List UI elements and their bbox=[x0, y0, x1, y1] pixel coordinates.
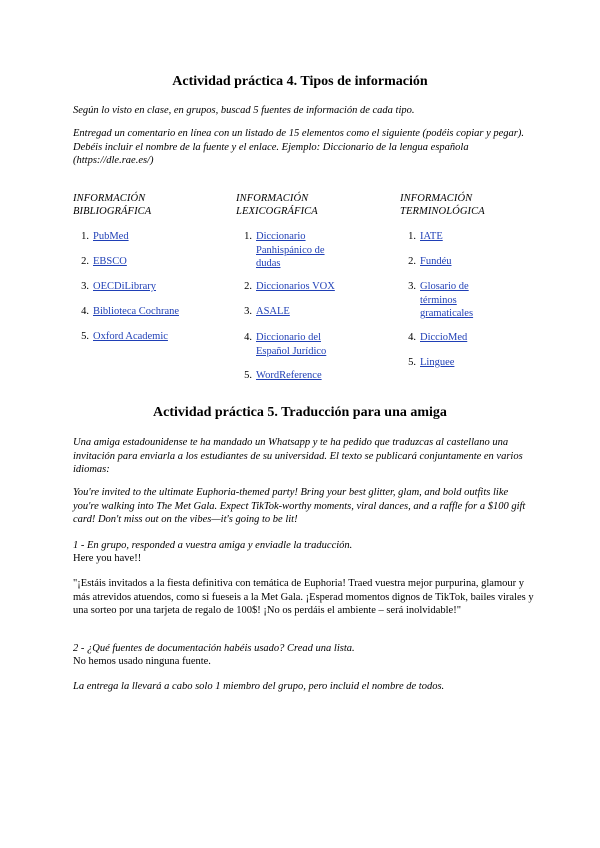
activity4-intro: Según lo visto en clase, en grupos, buscad 5 fuentes de información de cada tipo. bbox=[73, 105, 415, 116]
activity5-title: Actividad práctica 5. Traducción para una amiga bbox=[153, 405, 447, 420]
source-text: You're invited to the ultimate Euphoria-themed party! Bring your best glitter, glam, and bold outfits like you're walking into The Met Gala. Expect TikTok-worthy moments, viral dances, and a raffle for a $100 gift card! Don't miss out on the vibes—it's going to be lit! bbox=[73, 487, 526, 526]
activity4-instructions: Entregad un comentario en línea con un listado de 15 elementos como el siguiente (podéis copiar y pegar). Debéis incluir el nombre de la fuente y el enlace. Ejemplo: Diccionario de la lengua española (https://dle.rae.es/) bbox=[73, 128, 525, 167]
item-number: 4. bbox=[81, 306, 89, 317]
question-2: 2 - ¿Qué fuentes de documentación habéis usado? Cread una lista. bbox=[73, 643, 355, 654]
answer-2: No hemos usado ninguna fuente. bbox=[73, 656, 211, 667]
source-link[interactable]: Diccionario Panhispánico de dudas bbox=[256, 231, 325, 270]
item-number: 5. bbox=[244, 370, 252, 381]
source-link[interactable]: Biblioteca Cochrane bbox=[93, 306, 180, 317]
source-link[interactable]: Oxford Academic bbox=[93, 331, 168, 342]
item-number: 3. bbox=[244, 306, 252, 317]
source-link[interactable]: OECDiLibrary bbox=[93, 281, 156, 292]
source-link[interactable]: Glosario de términos gramaticales bbox=[420, 281, 474, 320]
item-number: 1. bbox=[244, 231, 252, 242]
item-number: 3. bbox=[408, 281, 416, 292]
question-1: 1 - En grupo, responded a vuestra amiga y enviadle la traducción. bbox=[73, 540, 353, 551]
activity5-intro: Una amiga estadounidense te ha mandado un Whatsapp y te ha pedido que traduzcas al castellano una invitación para enviarla a los estudiantes de su universidad. El texto se publicará conjuntamente en varios idiomas: bbox=[73, 437, 523, 476]
source-link[interactable]: WordReference bbox=[256, 370, 322, 381]
item-number: 5. bbox=[81, 331, 89, 342]
item-number: 2. bbox=[81, 256, 89, 267]
column-heading-bibliografica: INFORMACIÓN BIBLIOGRÁFICA bbox=[73, 193, 152, 218]
item-number: 1. bbox=[81, 231, 89, 242]
item-number: 2. bbox=[244, 281, 252, 292]
source-link[interactable]: Diccionario del Español Jurídico bbox=[256, 332, 327, 357]
source-link[interactable]: Linguee bbox=[420, 357, 455, 368]
source-link[interactable]: EBSCO bbox=[93, 256, 127, 267]
source-link[interactable]: IATE bbox=[420, 231, 443, 242]
translation-text: "¡Estáis invitados a la fiesta definitiva con temática de Euphoria! Traed vuestra mejor purpurina, glamour y más atrevidos atuendos, como si fueseis a la Met Gala. ¡Esperad momentos dignos de TikTok, bailes virales y una sorteo por una tarjeta de regalo de 100$! ¡No os perdáis el ambiente – será inolvidable!" bbox=[73, 578, 534, 617]
source-link[interactable]: Fundéu bbox=[420, 256, 452, 267]
item-number: 4. bbox=[408, 332, 416, 343]
answer-1-line: Here you have!! bbox=[73, 553, 142, 564]
source-link[interactable]: ASALE bbox=[256, 306, 290, 317]
item-number: 4. bbox=[244, 332, 252, 343]
item-number: 1. bbox=[408, 231, 416, 242]
item-number: 5. bbox=[408, 357, 416, 368]
item-number: 2. bbox=[408, 256, 416, 267]
source-link[interactable]: Diccionarios VOX bbox=[256, 281, 335, 292]
source-link[interactable]: DiccioMed bbox=[420, 332, 468, 343]
column-heading-terminologica: INFORMACIÓN TERMINOLÓGICA bbox=[400, 193, 485, 218]
item-number: 3. bbox=[81, 281, 89, 292]
column-heading-lexicografica: INFORMACIÓN LEXICOGRÁFICA bbox=[236, 193, 318, 218]
activity4-title: Actividad práctica 4. Tipos de información bbox=[172, 74, 428, 89]
closing-note: La entrega la llevará a cabo solo 1 miembro del grupo, pero incluid el nombre de todos. bbox=[73, 681, 445, 692]
source-link[interactable]: PubMed bbox=[93, 231, 129, 242]
